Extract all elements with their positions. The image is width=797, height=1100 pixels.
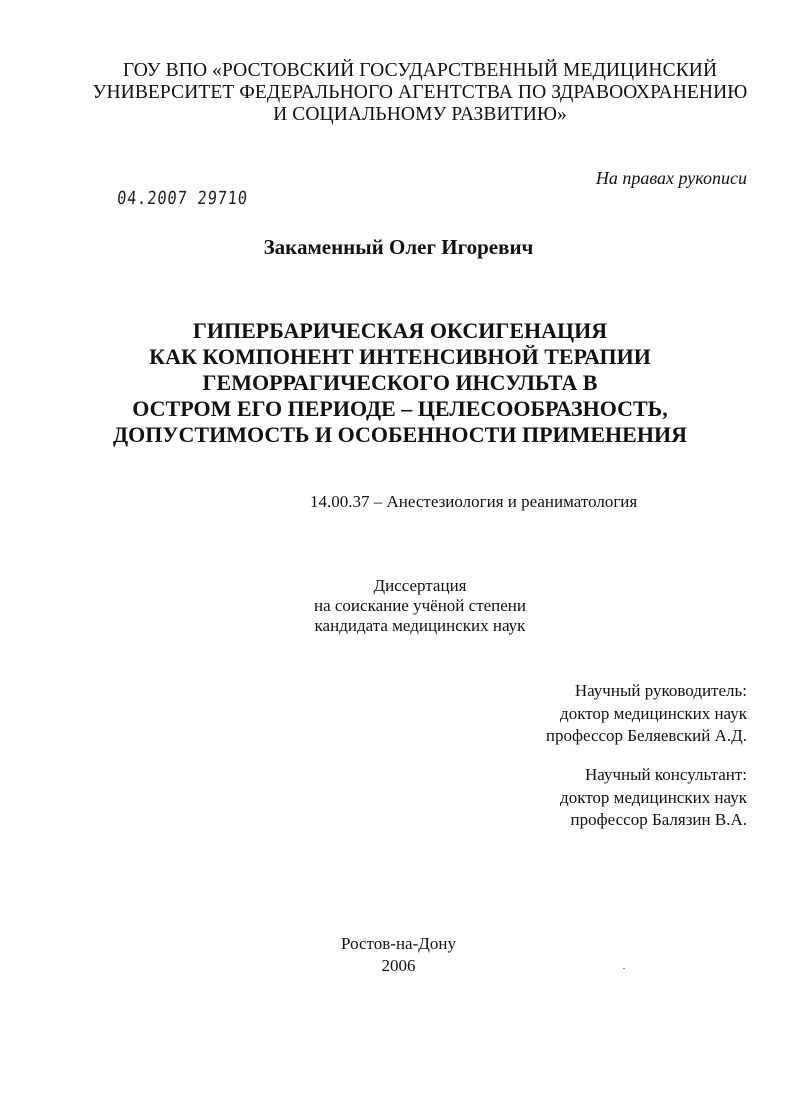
degree-line: Диссертация bbox=[373, 576, 467, 595]
scan-speck bbox=[623, 968, 625, 969]
institution-line: И СОЦИАЛЬНОМУ РАЗВИТИЮ» bbox=[273, 104, 567, 125]
consultant-line: Научный консультант: bbox=[585, 765, 747, 784]
dissertation-title bbox=[40, 318, 760, 448]
institution-line: УНИВЕРСИТЕТ ФЕДЕРАЛЬНОГО АГЕНТСТВА ПО ЗДРАВООХРАНЕНИЮ bbox=[92, 82, 748, 103]
supervisor-block bbox=[546, 680, 747, 748]
title-line: ГИПЕРБАРИЧЕСКАЯ ОКСИГЕНАЦИЯ bbox=[192, 318, 608, 343]
year: 2006 bbox=[381, 956, 416, 975]
specialty-code: 14.00.37 – Анестезиология и реаниматология bbox=[310, 492, 638, 511]
degree-line: кандидата медицинских наук bbox=[314, 616, 526, 635]
city: Ростов-на-Дону bbox=[341, 934, 456, 953]
consultant-line: профессор Балязин В.А. bbox=[570, 810, 747, 829]
author-name: Закаменный Олег Игоревич bbox=[263, 235, 534, 259]
supervisor-line: Научный руководитель: bbox=[574, 681, 747, 700]
degree-line: на соискание учёной степени bbox=[313, 596, 527, 615]
supervisor-line: профессор Беляевский А.Д. bbox=[545, 726, 747, 745]
title-line: ГЕМОРРАГИЧЕСКОГО ИНСУЛЬТА В bbox=[202, 370, 598, 395]
title-line: ДОПУСТИМОСТЬ И ОСОБЕННОСТИ ПРИМЕНЕНИЯ bbox=[113, 422, 687, 447]
institution-line: ГОУ ВПО «РОСТОВСКИЙ ГОСУДАРСТВЕННЫЙ МЕДИЦИНСКИЙ bbox=[122, 60, 718, 81]
consultant-block bbox=[560, 764, 747, 832]
degree-block bbox=[260, 576, 580, 636]
title-line: ОСТРОМ ЕГО ПЕРИОДЕ – ЦЕЛЕСООБРАЗНОСТЬ, bbox=[132, 396, 668, 421]
consultant-line: доктор медицинских наук bbox=[560, 787, 747, 807]
title-line: КАК КОМПОНЕНТ ИНТЕНСИВНОЙ ТЕРАПИИ bbox=[149, 344, 651, 369]
institution-header bbox=[60, 60, 780, 126]
registration-stamp: 04.2007 29710 bbox=[116, 188, 249, 209]
supervisor-line: доктор медицинских наук bbox=[560, 703, 747, 723]
rights-note: На правах рукописи bbox=[595, 168, 747, 188]
